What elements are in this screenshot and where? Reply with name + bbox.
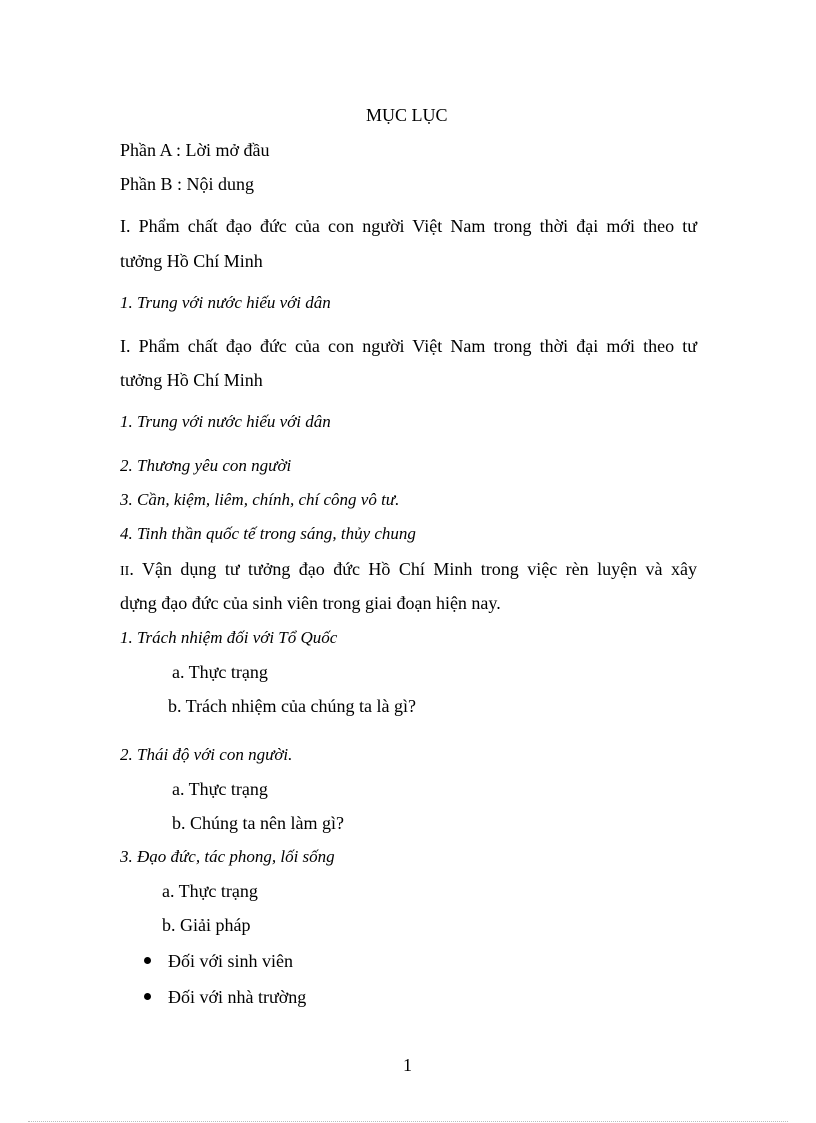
toc-entry-item-1: 1. Trung với nước hiếu với dân <box>120 293 331 312</box>
toc-entry-section-1-line-1: I. Phẩm chất đạo đức của con người Việt Nam trong thời đại mới theo tư <box>120 216 697 236</box>
bullet-dot-icon <box>144 993 151 1000</box>
toc-entry-section-1-line-2: tưởng Hồ Chí Minh <box>120 251 263 271</box>
toc-entry-sub-3-b: b. Giải pháp <box>162 915 251 935</box>
toc-entry-item-1-repeat: 1. Trung với nước hiếu với dân <box>120 412 331 431</box>
toc-entry-sub-2-b: b. Chúng ta nên làm gì? <box>172 813 344 833</box>
toc-entry-sub-1-b: b. Trách nhiệm của chúng ta là gì? <box>168 696 416 716</box>
toc-entry-section-1-repeat-line-1: I. Phẩm chất đạo đức của con người Việt Nam trong thời đại mới theo tư <box>120 336 697 356</box>
toc-entry-sub-1-a: a. Thực trạng <box>172 662 268 682</box>
toc-entry-sub-3: 3. Đạo đức, tác phong, lối sống <box>120 847 335 866</box>
toc-entry-sub-2-a: a. Thực trạng <box>172 779 268 799</box>
page-number: 1 <box>403 1055 412 1075</box>
section-2-roman-numeral: II <box>120 564 130 579</box>
toc-entry-part-b: Phần B : Nội dung <box>120 174 255 194</box>
toc-entry-sub-2: 2. Thái độ với con người. <box>120 745 293 764</box>
toc-entry-item-2: 2. Thương yêu con người <box>120 456 292 475</box>
toc-entry-part-a: Phần A : Lời mở đầu <box>120 140 270 160</box>
page-bottom-divider <box>28 1121 788 1122</box>
toc-entry-sub-3-a: a. Thực trạng <box>162 881 258 901</box>
toc-entry-item-4: 4. Tinh thần quốc tế trong sáng, thủy chung <box>120 524 416 543</box>
toc-entry-sub-1: 1. Trách nhiệm đối với Tổ Quốc <box>120 628 338 647</box>
toc-entry-section-2-line-2: dựng đạo đức của sinh viên trong giai đoạn hiện nay. <box>120 593 501 613</box>
bullet-dot-icon <box>144 957 151 964</box>
toc-title: MỤC LỤC <box>366 105 448 125</box>
section-2-heading-text: . Vận dụng tư tưởng đạo đức Hồ Chí Minh trong việc rèn luyện và xây <box>129 559 697 579</box>
toc-entry-bullet-1: Đối với sinh viên <box>168 951 294 971</box>
toc-entry-section-1-repeat-line-2: tưởng Hồ Chí Minh <box>120 370 263 390</box>
toc-entry-bullet-2: Đối với nhà trường <box>168 987 307 1007</box>
toc-entry-item-3: 3. Cần, kiệm, liêm, chính, chí công vô tư. <box>120 490 400 509</box>
toc-entry-section-2-line-1 <box>120 558 697 583</box>
